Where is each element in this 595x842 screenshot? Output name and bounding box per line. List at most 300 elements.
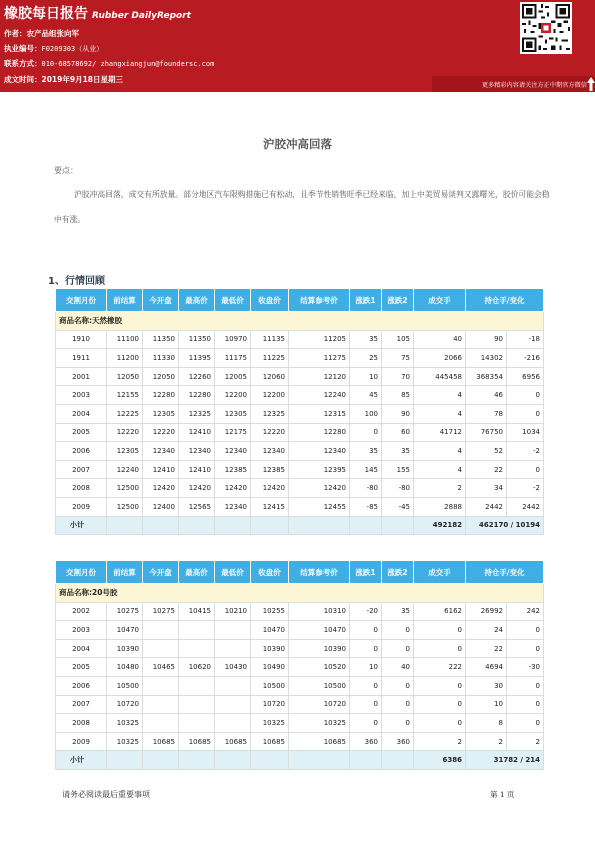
subtotal-label: 小计: [56, 751, 107, 770]
product-name: 商品名称:20号胶: [56, 584, 544, 603]
contract-month-cell: 2009: [56, 497, 107, 516]
data-cell: [215, 621, 251, 640]
data-cell: 76750: [466, 423, 507, 442]
table-row: [56, 639, 544, 658]
product-row: [56, 312, 544, 331]
data-cell: 12280: [289, 423, 350, 442]
data-cell: 12280: [179, 386, 215, 405]
data-cell: 11350: [179, 330, 215, 349]
data-cell: 12240: [107, 460, 143, 479]
data-cell: 35: [350, 330, 382, 349]
data-cell: 78: [466, 404, 507, 423]
data-cell: 222: [414, 658, 466, 677]
data-cell: 8: [466, 714, 507, 733]
data-cell: 10415: [179, 602, 215, 621]
data-cell: 0: [507, 621, 544, 640]
table-row: [56, 349, 544, 368]
data-cell: 12420: [179, 479, 215, 498]
contract-month-cell: 2007: [56, 460, 107, 479]
data-cell: 90: [466, 330, 507, 349]
market-table-natural-rubber: [55, 288, 544, 535]
data-cell: 12050: [143, 367, 179, 386]
data-cell: 22: [466, 639, 507, 658]
subtotal-volume: 492182: [414, 516, 466, 535]
data-cell: [179, 714, 215, 733]
data-cell: 2888: [414, 497, 466, 516]
license-line: [4, 43, 103, 54]
license-label: 执业编号：: [4, 44, 42, 53]
data-cell: 12325: [179, 404, 215, 423]
subtotal-open-interest: 31782 / 214: [466, 751, 544, 770]
data-cell: 12200: [215, 386, 251, 405]
data-cell: 10275: [143, 602, 179, 621]
data-cell: 12500: [107, 479, 143, 498]
data-cell: 0: [414, 695, 466, 714]
data-cell: 10480: [107, 658, 143, 677]
data-cell: 10720: [107, 695, 143, 714]
data-cell: 0: [382, 639, 414, 658]
data-cell: 0: [382, 695, 414, 714]
data-cell: [179, 639, 215, 658]
data-cell: 45: [350, 386, 382, 405]
data-cell: [179, 676, 215, 695]
data-cell: 0: [507, 386, 544, 405]
data-cell: 12395: [289, 460, 350, 479]
product-row: [56, 584, 544, 603]
table-row: [56, 442, 544, 461]
table-row: [56, 423, 544, 442]
data-cell: 12500: [107, 497, 143, 516]
data-cell: 12325: [251, 404, 289, 423]
data-cell: 12280: [143, 386, 179, 405]
table-row: [56, 621, 544, 640]
table-row: [56, 497, 544, 516]
contract-month-cell: 2002: [56, 602, 107, 621]
data-cell: 0: [507, 714, 544, 733]
column-header: 涨跌2: [382, 561, 414, 584]
contract-month-cell: 2008: [56, 479, 107, 498]
data-cell: 11395: [179, 349, 215, 368]
data-cell: 10325: [107, 714, 143, 733]
data-cell: 0: [382, 676, 414, 695]
data-cell: 11135: [251, 330, 289, 349]
data-cell: 4: [414, 460, 466, 479]
data-cell: 12200: [251, 386, 289, 405]
data-cell: 22: [466, 460, 507, 479]
data-cell: 90: [382, 404, 414, 423]
data-cell: 10620: [179, 658, 215, 677]
data-cell: 10500: [107, 676, 143, 695]
data-cell: 40: [382, 658, 414, 677]
data-cell: 12420: [215, 479, 251, 498]
column-header: 结算参考价: [289, 289, 350, 312]
contact-value[interactable]: 010-68578692/ zhangxiangjun@foundersc.com: [41, 60, 215, 68]
data-cell: 12385: [215, 460, 251, 479]
data-cell: 10685: [179, 732, 215, 751]
data-cell: 11205: [289, 330, 350, 349]
data-cell: 10500: [289, 676, 350, 695]
data-cell: 0: [414, 714, 466, 733]
empty-cell: [289, 751, 350, 770]
subtotal-row: [56, 516, 544, 535]
data-cell: 11350: [143, 330, 179, 349]
data-cell: 12175: [215, 423, 251, 442]
promo-text: 更多精彩内容请关注方正中期官方微信: [481, 82, 587, 89]
data-cell: 10325: [251, 714, 289, 733]
contact-line: [4, 58, 214, 69]
subtotal-row: [56, 751, 544, 770]
data-cell: 155: [382, 460, 414, 479]
data-cell: -45: [382, 497, 414, 516]
data-cell: 12005: [215, 367, 251, 386]
column-header: 前结算: [107, 561, 143, 584]
table-row: [56, 676, 544, 695]
data-cell: 34: [466, 479, 507, 498]
column-header: 收盘价: [251, 561, 289, 584]
column-header: 今开盘: [143, 289, 179, 312]
data-cell: 11330: [143, 349, 179, 368]
data-cell: -80: [350, 479, 382, 498]
data-cell: [179, 621, 215, 640]
data-cell: [179, 695, 215, 714]
author-line: 作者：农产品组张向军: [4, 29, 79, 38]
data-cell: 12410: [179, 423, 215, 442]
data-cell: 46: [466, 386, 507, 405]
data-cell: 14302: [466, 349, 507, 368]
empty-cell: [289, 516, 350, 535]
contract-month-cell: 2003: [56, 621, 107, 640]
data-cell: 12565: [179, 497, 215, 516]
data-cell: -2: [507, 479, 544, 498]
data-cell: 12400: [143, 497, 179, 516]
empty-cell: [143, 516, 179, 535]
data-cell: 11275: [289, 349, 350, 368]
data-cell: [215, 639, 251, 658]
subtotal-open-interest: 462170 / 10194: [466, 516, 544, 535]
data-cell: 10520: [289, 658, 350, 677]
data-cell: 10685: [143, 732, 179, 751]
data-cell: 2: [414, 479, 466, 498]
data-cell: 4: [414, 404, 466, 423]
data-cell: 11175: [215, 349, 251, 368]
data-cell: 360: [382, 732, 414, 751]
data-cell: 0: [414, 621, 466, 640]
table-row: [56, 732, 544, 751]
data-cell: -20: [350, 602, 382, 621]
data-cell: 0: [507, 695, 544, 714]
data-cell: 12340: [143, 442, 179, 461]
column-header: 今开盘: [143, 561, 179, 584]
data-cell: 12240: [289, 386, 350, 405]
data-cell: 100: [350, 404, 382, 423]
data-cell: 12415: [251, 497, 289, 516]
data-cell: 10325: [107, 732, 143, 751]
date-line: 成文时间：2019年9月18日星期三: [4, 75, 124, 84]
data-cell: 10: [466, 695, 507, 714]
product-name: 商品名称:天然橡胶: [56, 312, 544, 331]
table-row: [56, 404, 544, 423]
data-cell: 11200: [107, 349, 143, 368]
report-header: [0, 0, 595, 92]
data-cell: 10500: [251, 676, 289, 695]
data-cell: 0: [350, 695, 382, 714]
subtotal-label: 小计: [56, 516, 107, 535]
report-title: [4, 3, 191, 23]
data-cell: 24: [466, 621, 507, 640]
data-cell: 10470: [107, 621, 143, 640]
data-cell: 10325: [289, 714, 350, 733]
column-header: 涨跌1: [350, 289, 382, 312]
contact-label: 联系方式：: [4, 59, 42, 68]
data-cell: 12155: [107, 386, 143, 405]
section-title: 1、行情回顾: [48, 276, 105, 287]
data-cell: 145: [350, 460, 382, 479]
data-cell: 10: [350, 658, 382, 677]
data-cell: 12420: [289, 479, 350, 498]
contract-month-cell: 2007: [56, 695, 107, 714]
data-cell: [215, 676, 251, 695]
data-cell: 10490: [251, 658, 289, 677]
data-cell: 10720: [289, 695, 350, 714]
data-cell: 12340: [179, 442, 215, 461]
contract-month-cell: 2008: [56, 714, 107, 733]
data-cell: 10390: [107, 639, 143, 658]
data-cell: 30: [466, 676, 507, 695]
contract-month-cell: 2003: [56, 386, 107, 405]
data-cell: [143, 676, 179, 695]
table-row: [56, 479, 544, 498]
data-cell: 26992: [466, 602, 507, 621]
empty-cell: [350, 516, 382, 535]
subtotal-volume: 6386: [414, 751, 466, 770]
data-cell: 0: [507, 639, 544, 658]
data-cell: 2442: [466, 497, 507, 516]
data-cell: 0: [507, 676, 544, 695]
table-row: [56, 460, 544, 479]
data-cell: 0: [350, 621, 382, 640]
contract-month-cell: 2005: [56, 423, 107, 442]
data-cell: 10390: [289, 639, 350, 658]
data-cell: 10430: [215, 658, 251, 677]
data-cell: 12455: [289, 497, 350, 516]
data-cell: [143, 695, 179, 714]
data-cell: 12220: [143, 423, 179, 442]
data-cell: 2442: [507, 497, 544, 516]
empty-cell: [215, 516, 251, 535]
title-cn: 橡胶每日报告: [4, 6, 88, 22]
summary-paragraph: 沪胶冲高回落，成交有所放量。部分地区汽车限购措施已有松动，且季节性销售旺季已经来临，加上中美贸易谈判又露曙光，胶价可能会稳中有涨。: [54, 190, 550, 224]
data-cell: [215, 695, 251, 714]
data-cell: 12340: [215, 442, 251, 461]
data-cell: 2: [466, 732, 507, 751]
column-header: 成交手: [414, 561, 466, 584]
page-number: 第 1 页: [490, 790, 515, 799]
table-header-row: [56, 561, 544, 584]
data-cell: 41712: [414, 423, 466, 442]
contract-month-cell: 1910: [56, 330, 107, 349]
data-cell: 242: [507, 602, 544, 621]
data-cell: 1034: [507, 423, 544, 442]
data-cell: 0: [350, 423, 382, 442]
data-cell: 10: [350, 367, 382, 386]
data-cell: 2: [414, 732, 466, 751]
data-cell: 10255: [251, 602, 289, 621]
contract-month-cell: 2001: [56, 367, 107, 386]
data-cell: 10720: [251, 695, 289, 714]
data-cell: -216: [507, 349, 544, 368]
empty-cell: [179, 751, 215, 770]
data-cell: [143, 714, 179, 733]
data-cell: 105: [382, 330, 414, 349]
data-cell: 10210: [215, 602, 251, 621]
data-cell: 2066: [414, 349, 466, 368]
data-cell: 0: [414, 639, 466, 658]
empty-cell: [382, 516, 414, 535]
data-cell: -18: [507, 330, 544, 349]
qr-code-icon: [520, 2, 572, 54]
data-cell: -2: [507, 442, 544, 461]
column-header: 持仓手/变化: [466, 289, 544, 312]
data-cell: 0: [350, 639, 382, 658]
empty-cell: [179, 516, 215, 535]
contract-month-cell: 2004: [56, 639, 107, 658]
data-cell: 4: [414, 442, 466, 461]
data-cell: 35: [382, 602, 414, 621]
table-row: [56, 658, 544, 677]
contract-month-cell: 2006: [56, 442, 107, 461]
column-header: 收盘价: [251, 289, 289, 312]
arrow-up-icon: [587, 76, 595, 92]
data-cell: 12120: [289, 367, 350, 386]
data-cell: 70: [382, 367, 414, 386]
data-cell: 0: [414, 676, 466, 695]
title-en: Rubber DailyReport: [92, 11, 191, 21]
data-cell: 40: [414, 330, 466, 349]
column-header: 成交手: [414, 289, 466, 312]
data-cell: 0: [350, 714, 382, 733]
data-cell: 12340: [251, 442, 289, 461]
license-no: F0209303（从业）: [41, 45, 104, 53]
data-cell: 10310: [289, 602, 350, 621]
data-cell: 2: [507, 732, 544, 751]
data-cell: 12315: [289, 404, 350, 423]
column-header: 涨跌2: [382, 289, 414, 312]
contract-month-cell: 2005: [56, 658, 107, 677]
key-points-label: 要点：: [54, 166, 78, 175]
doc-title: 沪胶冲高回落: [263, 137, 332, 151]
column-header: 最高价: [179, 561, 215, 584]
column-header: 最高价: [179, 289, 215, 312]
table-row: [56, 386, 544, 405]
market-table-tsr20: [55, 560, 544, 770]
data-cell: 12305: [215, 404, 251, 423]
empty-cell: [350, 751, 382, 770]
data-cell: 12385: [251, 460, 289, 479]
data-cell: 6162: [414, 602, 466, 621]
data-cell: 10470: [289, 621, 350, 640]
data-cell: [143, 621, 179, 640]
data-cell: 10465: [143, 658, 179, 677]
data-cell: 35: [382, 442, 414, 461]
data-cell: 12260: [179, 367, 215, 386]
data-cell: 6956: [507, 367, 544, 386]
data-cell: 10685: [289, 732, 350, 751]
data-cell: 35: [350, 442, 382, 461]
data-cell: 368354: [466, 367, 507, 386]
contract-month-cell: 1911: [56, 349, 107, 368]
data-cell: 12420: [251, 479, 289, 498]
data-cell: 11225: [251, 349, 289, 368]
data-cell: 10390: [251, 639, 289, 658]
table-row: [56, 367, 544, 386]
data-cell: 4: [414, 386, 466, 405]
data-cell: 10685: [215, 732, 251, 751]
table-row: [56, 330, 544, 349]
empty-cell: [107, 751, 143, 770]
empty-cell: [382, 751, 414, 770]
footer-notice: 请务必阅读最后重要事项: [62, 790, 150, 799]
data-cell: 75: [382, 349, 414, 368]
table-row: [56, 602, 544, 621]
data-cell: 12060: [251, 367, 289, 386]
data-cell: 0: [350, 676, 382, 695]
column-header: 交割月份: [56, 561, 107, 584]
column-header: 最低价: [215, 561, 251, 584]
contract-month-cell: 2004: [56, 404, 107, 423]
data-cell: -30: [507, 658, 544, 677]
data-cell: 0: [507, 460, 544, 479]
column-header: 交割月份: [56, 289, 107, 312]
column-header: 涨跌1: [350, 561, 382, 584]
data-cell: 12220: [251, 423, 289, 442]
table-row: [56, 714, 544, 733]
data-cell: 445458: [414, 367, 466, 386]
table-header-row: [56, 289, 544, 312]
data-cell: 12225: [107, 404, 143, 423]
data-cell: 10470: [251, 621, 289, 640]
empty-cell: [143, 751, 179, 770]
data-cell: 52: [466, 442, 507, 461]
data-cell: [143, 639, 179, 658]
data-cell: [215, 714, 251, 733]
data-cell: 11100: [107, 330, 143, 349]
data-cell: 12340: [289, 442, 350, 461]
data-cell: 12305: [107, 442, 143, 461]
data-cell: 12220: [107, 423, 143, 442]
contract-month-cell: 2009: [56, 732, 107, 751]
data-cell: -80: [382, 479, 414, 498]
data-cell: 360: [350, 732, 382, 751]
data-cell: 12050: [107, 367, 143, 386]
contract-month-cell: 2006: [56, 676, 107, 695]
data-cell: 60: [382, 423, 414, 442]
data-cell: 25: [350, 349, 382, 368]
empty-cell: [107, 516, 143, 535]
data-cell: 10970: [215, 330, 251, 349]
data-cell: -85: [350, 497, 382, 516]
data-cell: 4694: [466, 658, 507, 677]
column-header: 最低价: [215, 289, 251, 312]
data-cell: 12340: [215, 497, 251, 516]
data-cell: 0: [382, 621, 414, 640]
column-header: 结算参考价: [289, 561, 350, 584]
data-cell: 0: [507, 404, 544, 423]
data-cell: 85: [382, 386, 414, 405]
data-cell: 12410: [143, 460, 179, 479]
data-cell: 12420: [143, 479, 179, 498]
data-cell: 12410: [179, 460, 215, 479]
data-cell: 0: [382, 714, 414, 733]
